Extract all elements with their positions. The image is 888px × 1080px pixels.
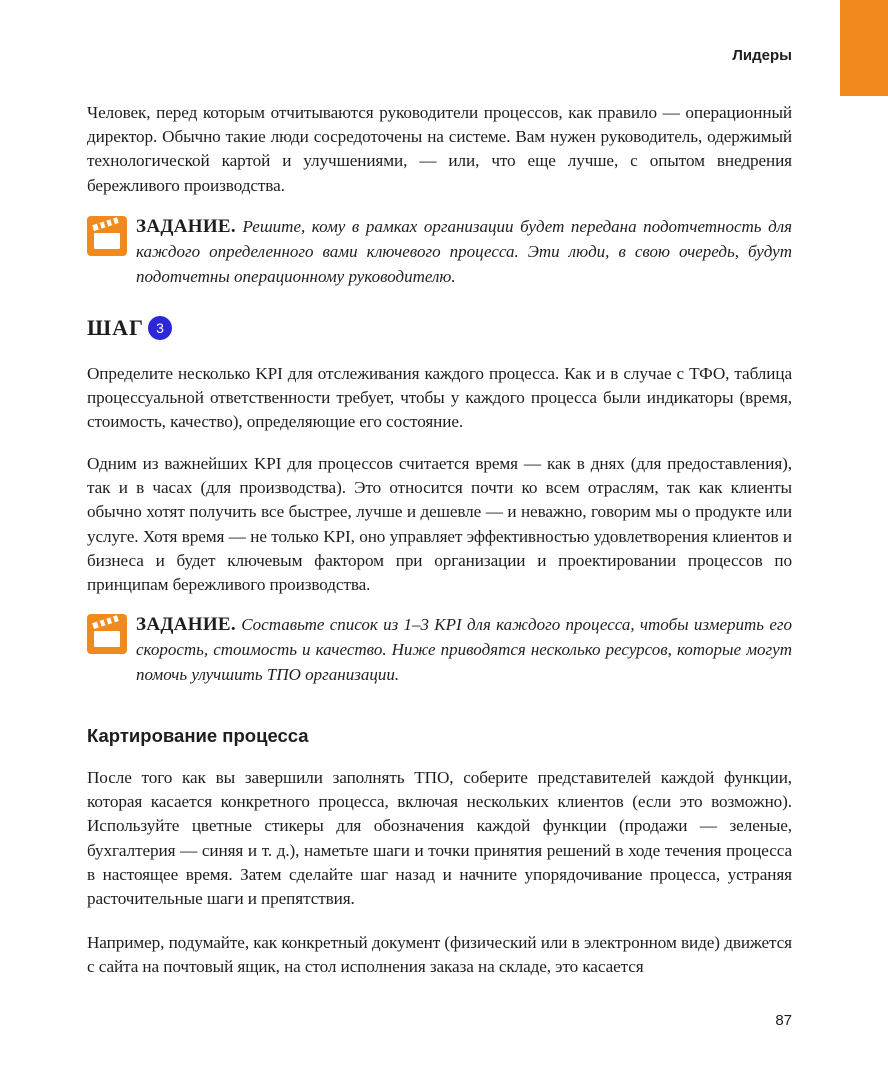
paragraph-1 [87,101,792,198]
paragraph-4 [87,766,792,911]
task-text: Составьте список из 1–3 KPI для каждого процесса, чтобы измерить его скорость, стоимость и качество. Ниже приводятся несколько ресурсов, которые могут помочь улучшить ТПО организации. [136,615,792,684]
step-label: ШАГ [87,315,145,340]
task-block-2 [87,612,792,687]
paragraph-text: Определите несколько KPI для отслеживания каждого процесса. Как и в случае с ТФО, таблица процессуальной ответственности требует, чтобы у каждого процесса были индикаторы (время, стоимость, качество), определяющие его состояние. [87,364,792,432]
paragraph-text: После того как вы завершили заполнять ТПО, соберите представителей каждой функции, которая касается конкретного процесса, включая нескольких клиентов (если это возможно). Используйте цветные стикеры для обозначения каждой функции (продажи — зеленые, бухгалтерия — синяя и т. д.), наметьте шаги и точки принятия решений в ходе течения процесса в настоящее время. Затем сделайте шаг назад и начните упорядочивание процесса, устраняя расточительные шаги и препятствия. [87,768,792,909]
paragraph-3 [87,452,792,597]
running-head: Лидеры [732,47,792,64]
clapperboard-icon [87,614,127,654]
paragraph-text: Одним из важнейших KPI для процессов считается время — как в днях (для предоставления), так и в часах (для производства). Это относится почти ко всем отраслям, так как клиенты обычно хотят получить все быстрее, лучше и дешевле — и неважно, говорим мы о продукте или услуге. Хотя время — не только KPI, оно управляет эффективностью удовлетворения клиентов и бизнеса и будет ключевым фактором при организации и проектировании процессов по принципам бережливого производства. [87,454,792,595]
task-label: ЗАДАНИЕ. [136,614,236,635]
paragraph-5 [87,931,792,979]
paragraph-2 [87,362,792,435]
clapperboard-icon [87,216,127,256]
step-heading [87,315,792,341]
paragraph-text: Например, подумайте, как конкретный документ (физический или в электронном виде) движется с сайта на почтовый ящик, на стол исполнения заказа на складе, это касается [87,933,792,977]
task-block-1 [87,214,792,289]
task-text: Решите, кому в рамках организации будет передана подотчетность для каждого определенного вами ключевого процесса. Эти люди, в свою очередь, будут подотчетны операционному руководителю. [136,217,793,286]
task-label: ЗАДАНИЕ. [136,216,236,237]
step-number-badge: 3 [148,316,172,340]
page-number: 87 [775,1012,792,1029]
paragraph-text: Человек, перед которым отчитываются руководители процессов, как правило — операционный директор. Обычно такие люди сосредоточены на системе. Вам нужен руководитель, одержимый технологической картой и улучшениями, — или, что еще лучше, с опытом внедрения бережливого производства. [87,103,792,195]
section-heading: Картирование процесса [87,725,309,746]
chapter-tab [840,0,888,96]
